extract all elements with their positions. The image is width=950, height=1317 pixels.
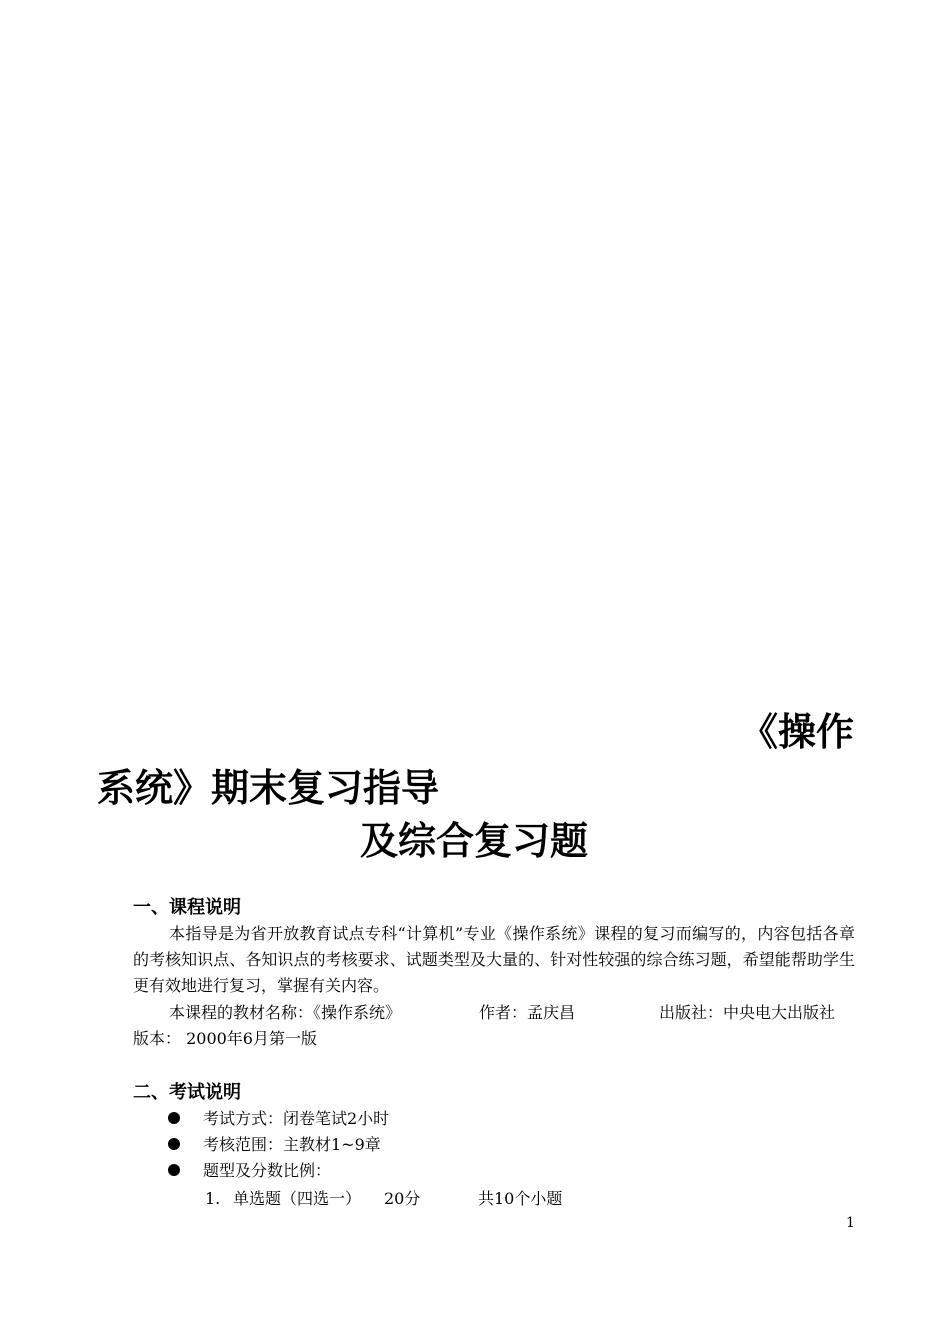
- course-description-paragraph: 本指导是为省开放教育试点专科“计算机”专业《操作系统》课程的复习而编写的，内容包括各章的考核知识点、各知识点的考核要求、试题类型及大量的、针对性较强的综合练习题，希望能帮助学生更有效地进行复习，掌握有关内容。: [133, 924, 855, 995]
- page-number: 1: [846, 1215, 855, 1231]
- section-heading-course: 一、课程说明: [133, 897, 241, 918]
- exam-scope-item: 考核范围：主教材1~9章: [203, 1135, 381, 1154]
- textbook-name: 本课程的教材名称：《操作系统》: [169, 1003, 402, 1022]
- exam-format-item: 考试方式：闭卷笔试2小时: [203, 1109, 390, 1128]
- question-type-count: 共10个小题: [478, 1189, 563, 1208]
- textbook-edition: 版本： 2000年6月第一版: [133, 1029, 317, 1048]
- document-title-line-2: 系统》期末复习指导: [97, 766, 440, 810]
- question-type-points: 20分: [384, 1189, 421, 1208]
- textbook-publisher: 出版社：中央电大出版社: [659, 1003, 836, 1022]
- section-heading-exam: 二、考试说明: [133, 1082, 241, 1103]
- question-type-number: 1.: [205, 1189, 221, 1208]
- bullet-icon: [168, 1132, 180, 1158]
- textbook-author: 作者：孟庆昌: [479, 1003, 576, 1022]
- bullet-icon: [168, 1158, 180, 1184]
- bullet-icon: [168, 1106, 180, 1132]
- question-type-name: 单选题（四选一）: [233, 1189, 362, 1208]
- document-title-line-3: 及综合复习题: [360, 819, 589, 863]
- question-types-item: 题型及分数比例：: [203, 1161, 332, 1180]
- document-title-line-1: 《操作: [739, 710, 854, 754]
